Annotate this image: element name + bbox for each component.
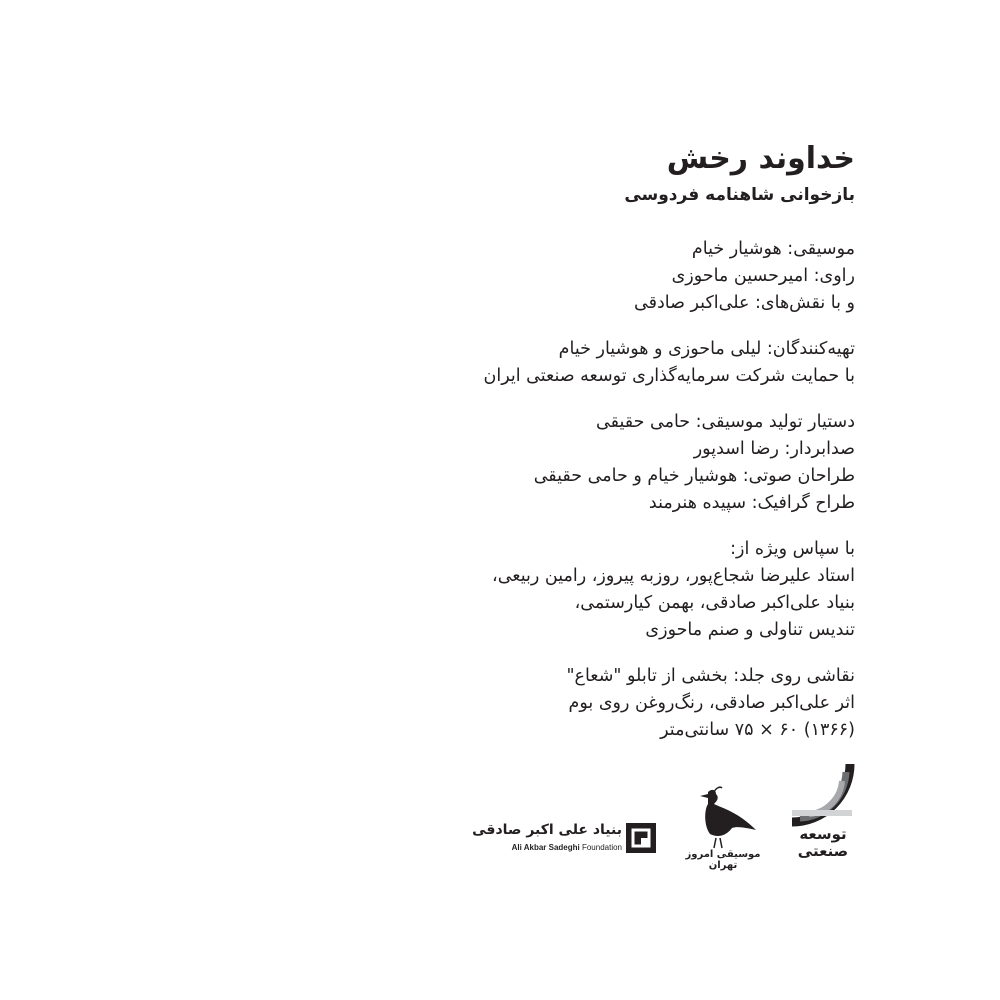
foundation-name-en: Ali Akbar Sadeghi Foundation — [511, 843, 622, 852]
credit-line: اثر علی‌اکبر صادقی، رنگ‌روغن روی بوم — [568, 693, 855, 713]
credits-group-producers — [295, 336, 855, 390]
bird-logo-icon — [686, 786, 766, 850]
credit-line: تهیه‌کنندگان: لیلی ماحوزی و هوشیار خیام — [558, 339, 855, 359]
foundation-logo — [472, 820, 660, 860]
credit-line: استاد علیرضا شجاع‌پور، روزبه پیروز، رامین ربیعی، — [492, 566, 855, 586]
credit-line: با سپاس ویژه از: — [730, 539, 855, 559]
credit-line: طراحان صوتی: هوشیار خیام و حامی حقیقی — [533, 466, 855, 486]
credit-line: موسیقی: هوشیار خیام — [691, 239, 855, 259]
bird-logo-text: موسیقی امروز تهران — [685, 849, 761, 871]
credit-line: بنیاد علی‌اکبر صادقی، بهمن کیارستمی، — [574, 593, 855, 613]
credits-group-production — [295, 409, 855, 517]
credit-line: نقاشی روی جلد: بخشی از تابلو "شعاع" — [566, 666, 855, 686]
credits-block — [295, 138, 855, 763]
sponsor-logos — [0, 760, 1000, 900]
credit-line: (۱۳۶۶) ۶۰ × ۷۵ سانتی‌متر — [660, 720, 855, 740]
credits-group-cover — [295, 663, 855, 744]
credit-line: صدابردار: رضا اسدپور — [693, 439, 855, 459]
credit-line: و با نقش‌های: علی‌اکبر صادقی — [634, 293, 855, 313]
credit-line: تندیس تناولی و صنم ماحوزی — [645, 620, 855, 640]
album-subtitle: بازخوانی شاهنامه فردوسی — [624, 185, 855, 205]
credits-group-thanks — [295, 536, 855, 644]
credit-line: دستیار تولید موسیقی: حامی حقیقی — [596, 412, 855, 432]
credit-line: طراح گرافیک: سپیده هنرمند — [648, 493, 855, 513]
foundation-name-fa: بنیاد علی اکبر صادقی — [472, 822, 622, 838]
credit-line: با حمایت شرکت سرمایه‌گذاری توسعه صنعتی ایران — [483, 366, 855, 386]
credits-group-music — [295, 236, 855, 317]
square-logo-icon — [626, 823, 656, 853]
album-title: خداوند رخش — [666, 141, 855, 176]
credit-line: راوی: امیرحسین ماحوزی — [671, 266, 855, 286]
tosee-logo-text: توسعه صنعتی — [797, 825, 849, 860]
